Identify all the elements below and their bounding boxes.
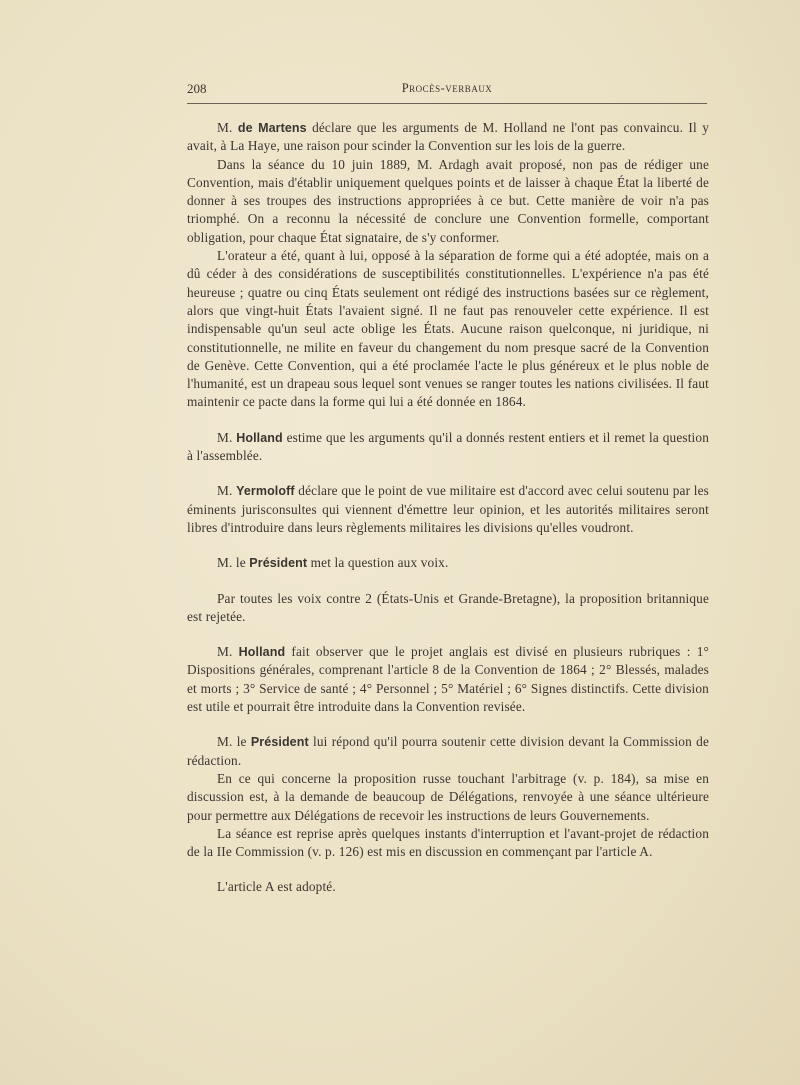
speaker-name: de Martens — [237, 121, 307, 135]
speaker-name: Holland — [238, 645, 286, 660]
paragraph: La séance est reprise après quelques instants d'interruption et l'avant-projet de rédaction de la IIe Commission (v. p. 126) est mis en discussion en commençant par l'article A. — [187, 825, 709, 860]
running-title: Procès-verbaux — [401, 81, 493, 95]
paragraph: M. le Président met la question aux voix. — [217, 555, 449, 571]
paragraph: L'article A est adopté. — [217, 879, 336, 895]
body-text — [187, 119, 709, 897]
page-header — [187, 79, 707, 104]
paragraph: M. Yermoloff déclare que le point de vue militaire est d'accord avec celui soutenu par les éminents jurisconsultes qui viennent d'émettre leur opinion, et les autorités militaires seront libres d'introduire dans leurs règlements militaires les divisions qu'elles voudront. — [187, 483, 710, 535]
paragraph: M. le Président lui répond qu'il pourra soutenir cette division devant la Commission de rédaction. — [187, 734, 709, 768]
paragraph: M. Holland fait observer que le projet anglais est divisé en plusieurs rubriques : 1° Dispositions générales, comprenant l'article 8 de la Convention de 1864 ; 2° Blessés, malades et morts ; 3° Service de santé ; 4° Personnel ; 5° Matériel ; 6° Signes distinctifs. Cette division est utile et pourrait être introduite dans la Convention revisée. — [187, 644, 710, 715]
paragraph: En ce qui concerne la proposition russe touchant l'arbitrage (v. p. 184), sa mise en discussion est, à la demande de beaucoup de Délégations, renvoyée à une séance ultérieure pour permettre aux Délégations de recevoir les instructions de leurs Gouvernements. — [187, 770, 709, 823]
paragraph: Dans la séance du 10 juin 1889, M. Ardagh avait proposé, non pas de rédiger une Convention, mais d'établir uniquement quelques points et de laisser à chaque État la liberté de donner à ses troupes des instructions appropriées à ce but. Cette manière de voir n'a pas triomphé. On a reconnu la nécessité de conclure une Convention formelle, comportant obligation, pour chaque État signataire, de s'y conformer. — [187, 156, 709, 245]
paragraph: M. de Martens déclare que les arguments de M. Holland ne l'ont pas convaincu. Il y avait, à La Haye, une raison pour scinder la Convention sur les lois de la guerre. — [187, 120, 709, 154]
speaker-name: Holland — [236, 430, 283, 445]
paragraph: Par toutes les voix contre 2 (États-Unis et Grande-Bretagne), la proposition britannique est rejetée. — [187, 590, 709, 624]
speaker-name: Président — [250, 735, 309, 750]
speaker-name: Yermoloff — [236, 484, 295, 499]
speaker-name: Président — [249, 556, 308, 571]
paragraph: M. Holland estime que les arguments qu'il a donnés restent entiers et il remet la question à l'assemblée. — [187, 429, 709, 464]
paragraph: L'orateur a été, quant à lui, opposé à la séparation de forme qui a été adoptée, mais on a dû céder à des considérations de susceptibilités constitutionnelles. L'expérience n'a pas été heureuse ; quatre ou cinq États seulement ont rédigé des instructions basées sur ce règlement, alors que vingt-huit États l'avaient signé. Il ne faut pas renouveler cette expérience. Il est indispensable qu'un seul acte oblige les États. Aucune raison quelconque, ni juridique, ni constitutionnelle, ne milite en faveur du changement du nom presque sacré de la Convention de Genève. Cette Convention, qui a été proclamée l'acte le plus généreux et le plus noble de l'humanité, est un drapeau sous lequel sont venues se ranger toutes les nations civilisées. Il faut maintenir ce pacte dans la forme qui lui a été donnée en 1864. — [187, 248, 709, 410]
page-number: 208 — [187, 81, 207, 96]
